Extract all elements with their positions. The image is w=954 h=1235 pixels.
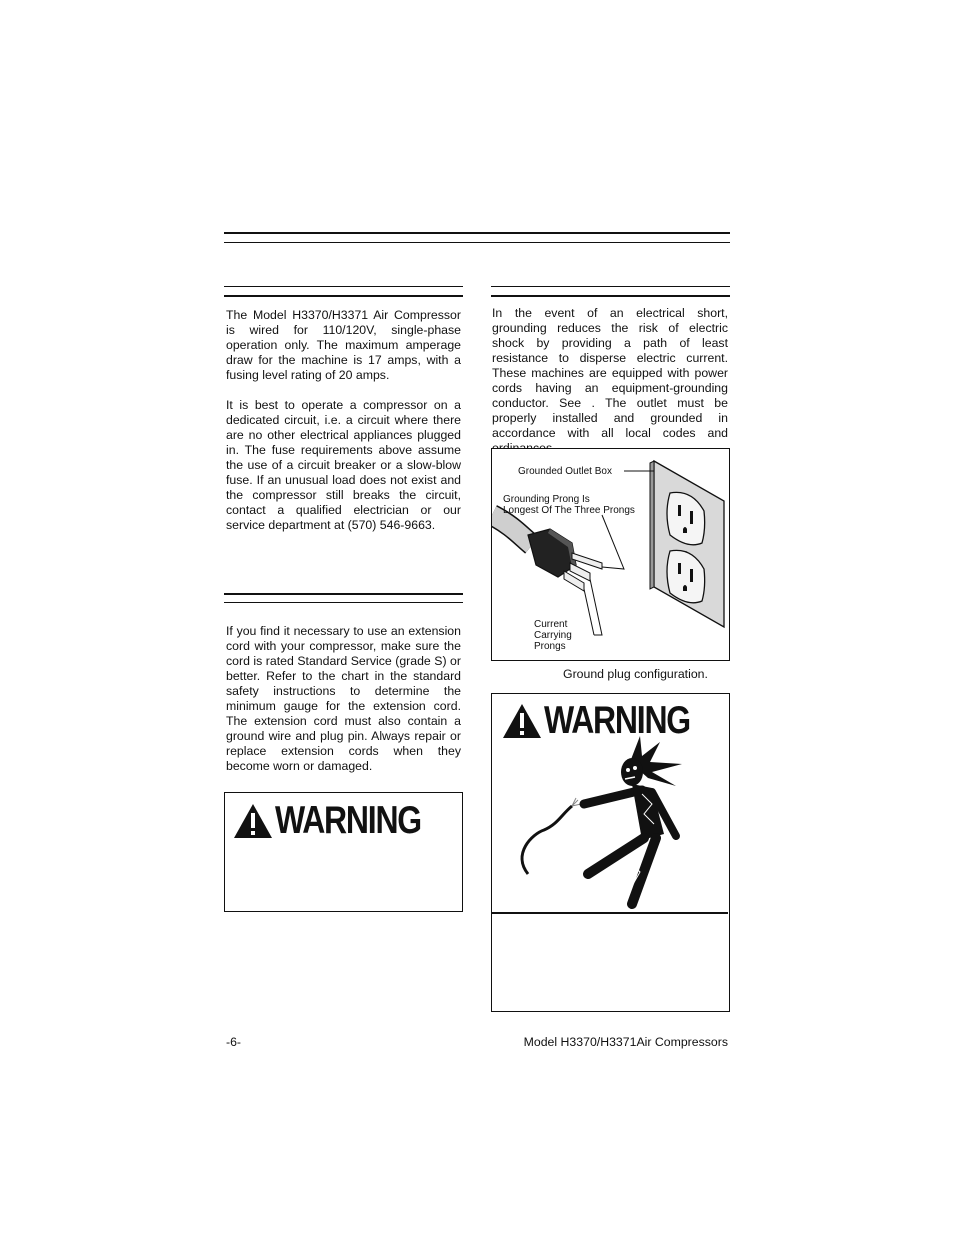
electric-shock-icon: [492, 734, 728, 914]
dedicated-circuit-paragraph: It is best to operate a compressor on a dedicated circuit, i.e. a circuit where there are no other electrical appliances plugged in. The fuse requirements above assume the use of a circuit breaker or a slow-blow fuse. If an unusual load does not exist and the compressor still breaks the circuit, contact a qualified electrician or our service department at (570) 546-9663.: [226, 398, 461, 532]
footer-model-name: Model H3370/H3371Air Compressors: [523, 1035, 728, 1049]
warning-triangle-icon: [233, 803, 273, 839]
ground-plug-illustration: [492, 449, 728, 659]
right-warning-divider: [492, 912, 728, 914]
left-text-block-2: [226, 624, 461, 789]
left-warning-box: [224, 792, 463, 912]
right-warning-label: WARNING: [544, 699, 690, 742]
left-warning-header: [233, 799, 453, 843]
left-section2-rule-thick: [224, 593, 463, 595]
right-warning-box: [491, 693, 730, 1012]
outlet-box-label: Grounded Outlet Box: [518, 466, 612, 477]
left-section1-rule-thick: [224, 295, 463, 297]
figure-caption: Ground plug configuration.: [563, 667, 708, 681]
current-prongs-label-line1: Current: [534, 619, 568, 630]
left-section2-rule-thin: [224, 602, 463, 603]
grounding-prong-label-line2: Longest Of The Three Prongs: [503, 505, 635, 516]
extension-cord-paragraph: If you find it necessary to use an extension cord with your compressor, make sure the cord is rated Standard Service (grade S) or better. Refer to the chart in the standard safety instructions to determine the minimum gauge for the extension cord. The extension cord must also contain a ground wire and plug pin. Always repair or replace extension cords when they become worn or damaged.: [226, 624, 461, 773]
right-text-block: [492, 306, 728, 471]
page-number: -6-: [226, 1035, 242, 1049]
right-section-rule-thick: [491, 295, 730, 297]
power-supply-paragraph: The Model H3370/H3371 Air Compressor is wired for 110/120V, single-phase operation only. The maximum amperage draw for the machine is 17 amps, with a fusing level rating of 20 amps.: [226, 308, 461, 382]
header-rule-thick: [224, 232, 730, 234]
header-rule-thin: [224, 242, 730, 243]
right-section-rule-thin: [491, 286, 730, 287]
left-warning-label: WARNING: [275, 799, 421, 842]
grounding-prong-label-line1: Grounding Prong Is: [503, 494, 590, 505]
current-prongs-label-line2: Carrying: [534, 630, 572, 641]
current-prongs-label-line3: Prongs: [534, 641, 566, 652]
grounding-paragraph: In the event of an electrical short, grounding reduces the risk of electric shock by providing a path of least resistance to disperse electric current. These machines are equipped with power cords having an equipment-grounding conductor. See . The outlet must be properly installed and grounded in accordance with all local codes and: [492, 306, 728, 440]
left-section1-rule-thin: [224, 286, 463, 287]
ground-plug-figure: [491, 448, 730, 661]
left-text-block-1: [226, 308, 461, 548]
